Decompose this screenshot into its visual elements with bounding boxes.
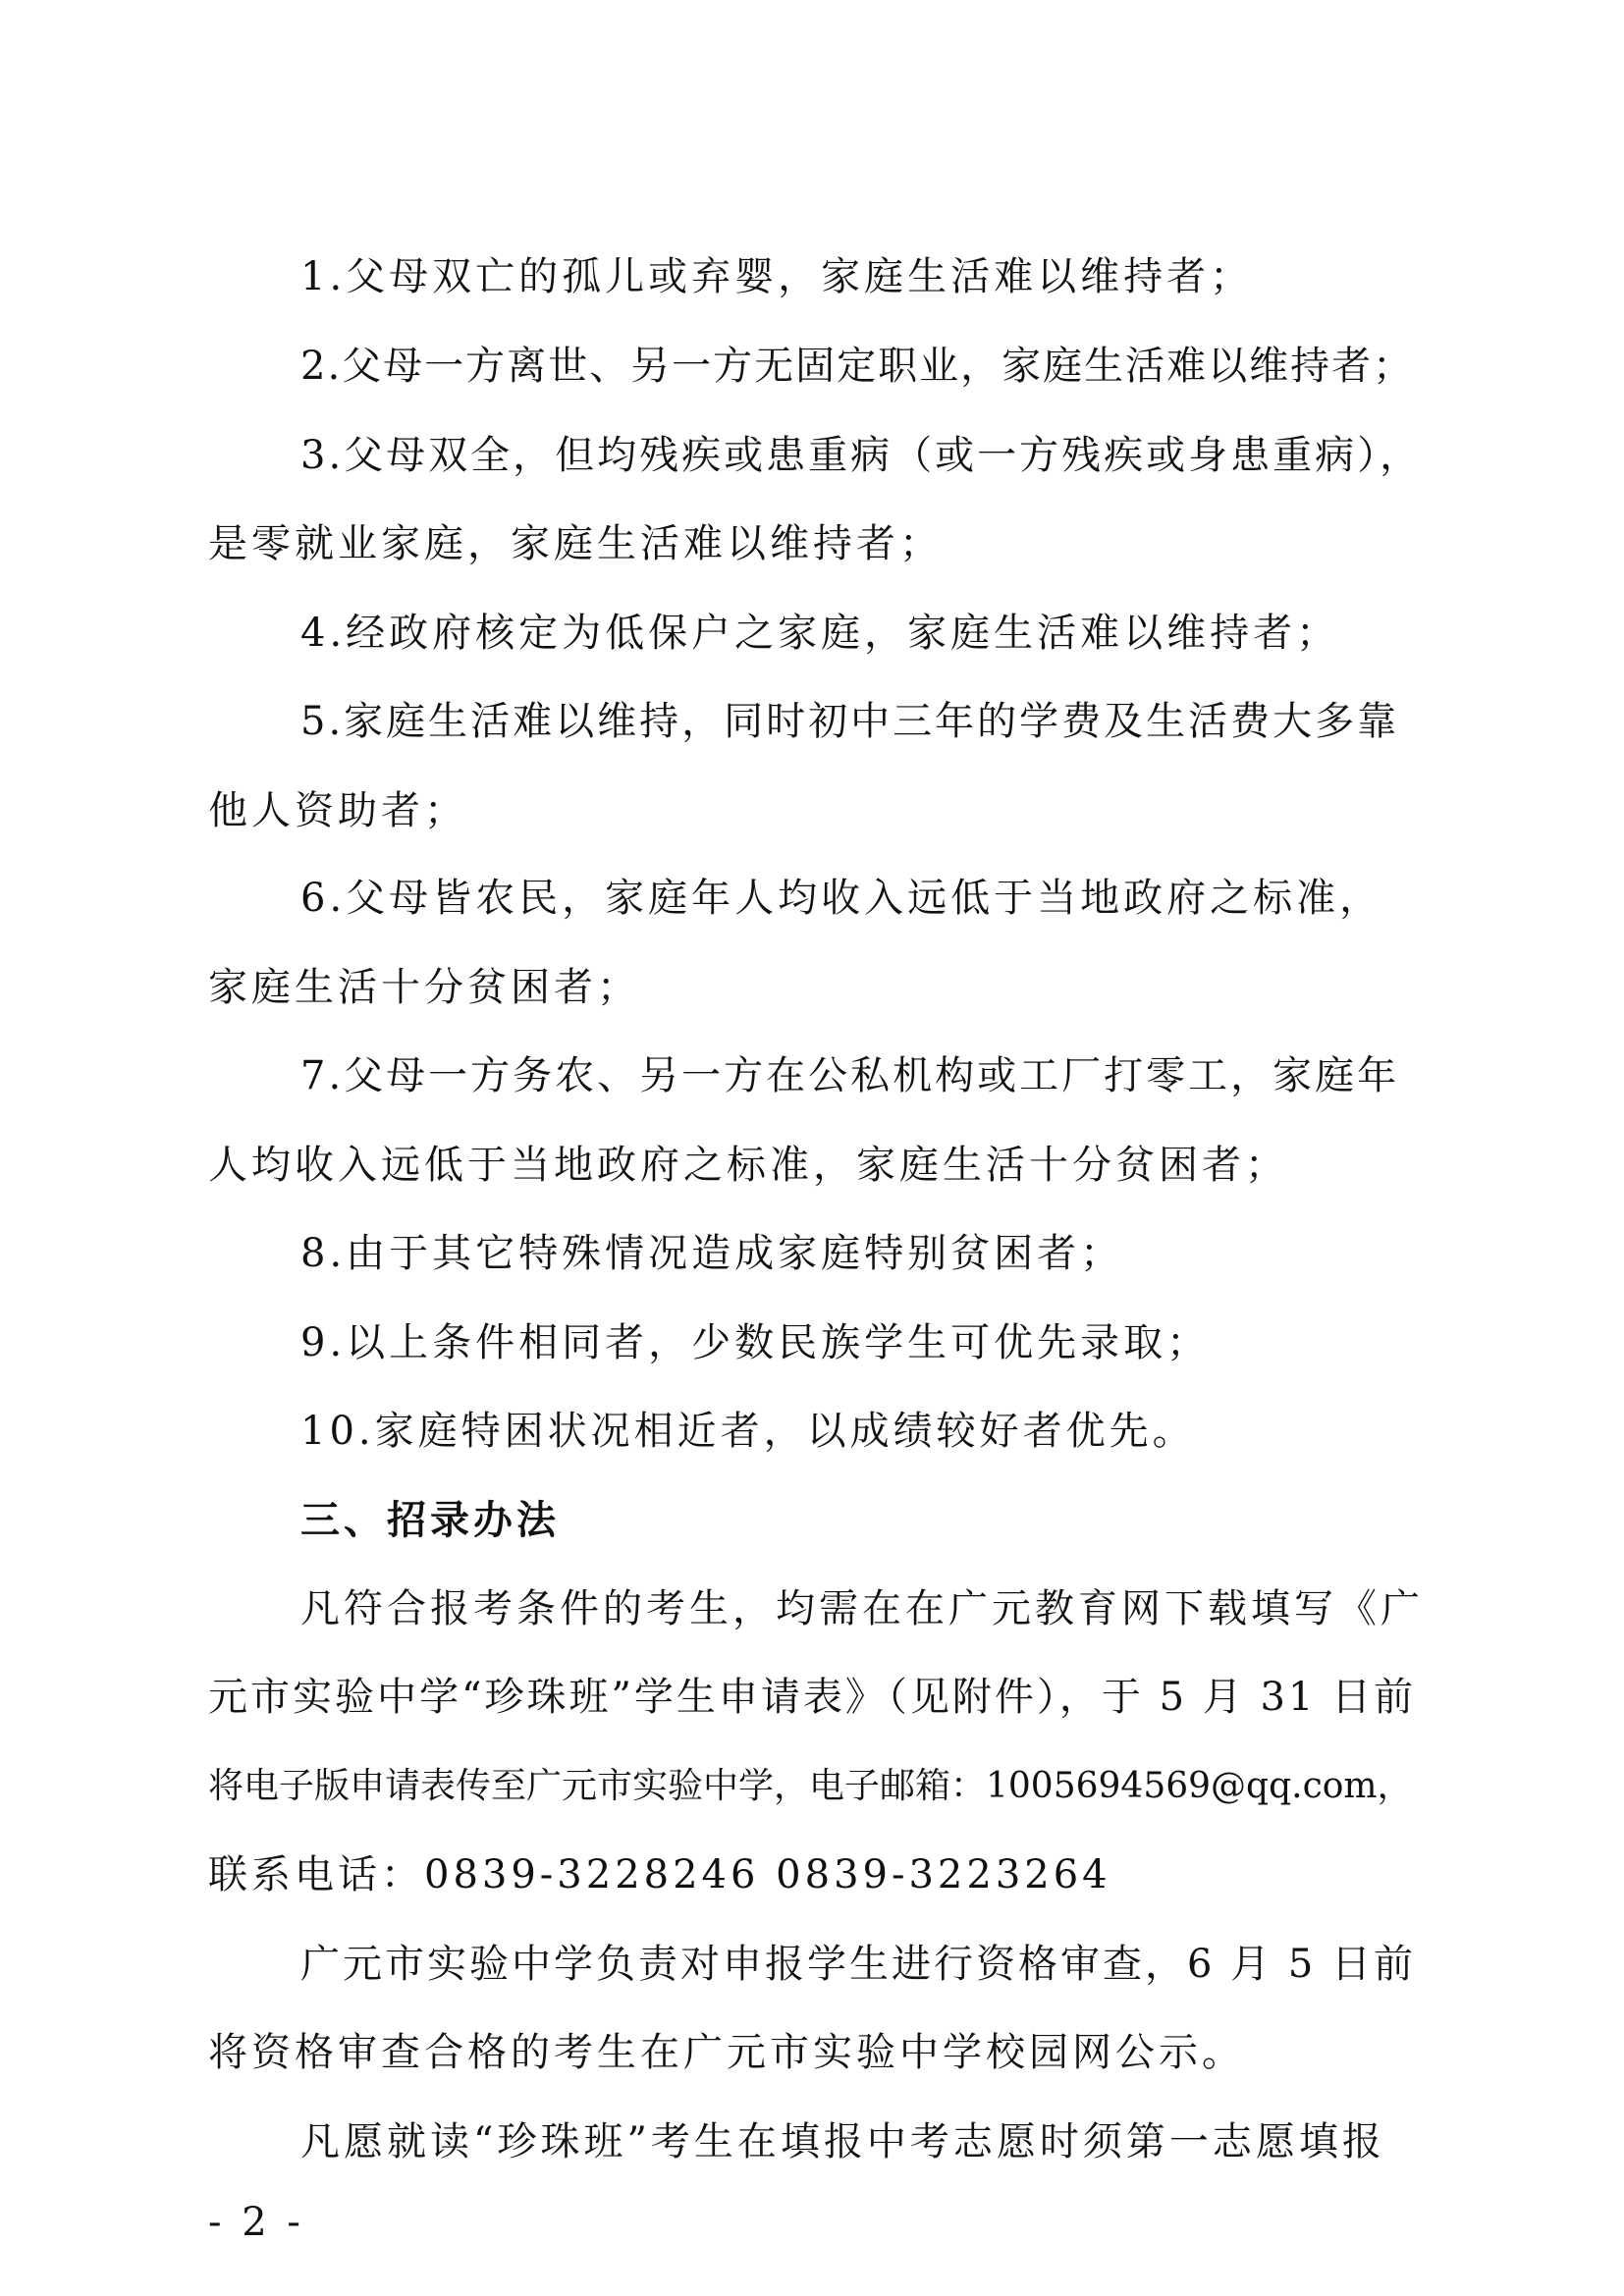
text-line-5: 4.经政府核定为低保户之家庭，家庭生活难以维持者； [300, 611, 1340, 656]
text-line-1: 1.父母双亡的孤儿或弃婴，家庭生活难以维持者； [300, 254, 1254, 299]
text-line-11: 人均收入远低于当地政府之标准，家庭生活十分贫困者； [208, 1143, 1288, 1188]
text-line-20: 广元市实验中学负责对申报学生进行资格审查，6 月 5 日前 [300, 1942, 1417, 1987]
text-line-18: 将电子版申请表传至广元市实验中学，电子邮箱：1005694569@qq.com， [208, 1766, 1413, 1806]
text-line-19: 联系电话：0839-3228246 0839-3223264 [208, 1852, 1111, 1897]
text-line-13: 9.以上条件相同者，少数民族学生可优先录取； [300, 1320, 1211, 1365]
text-line-22: 凡愿就读“珍珠班”考生在填报中考志愿时须第一志愿填报 [300, 2119, 1385, 2164]
text-line-17: 元市实验中学“珍珠班”学生申请表》（见附件），于 5 月 31 日前 [208, 1675, 1417, 1720]
text-line-6: 5.家庭生活难以维持，同时初中三年的学费及生活费大多靠 [300, 699, 1400, 744]
section-heading: 三、招录办法 [300, 1498, 560, 1543]
text-line-9: 家庭生活十分贫困者； [208, 965, 640, 1010]
text-line-7: 他人资助者； [208, 788, 467, 833]
text-line-4: 是零就业家庭，家庭生活难以维持者； [208, 521, 943, 566]
text-line-10: 7.父母一方务农、另一方在公私机构或工厂打零工，家庭年 [300, 1053, 1400, 1098]
text-line-2: 2.父母一方离世、另一方无固定职业，家庭生活难以维持者； [300, 344, 1415, 389]
page-number: - 2 - [208, 2200, 304, 2245]
text-line-14: 10.家庭特困状况相近者，以成绩较好者优先。 [300, 1409, 1196, 1454]
text-line-3: 3.父母双全，但均残疾或患重病（或一方残疾或身患重病）， [300, 433, 1423, 478]
text-line-21: 将资格审查合格的考生在广元市实验中学校园网公示。 [208, 2030, 1245, 2075]
text-line-12: 8.由于其它特殊情况造成家庭特别贫困者； [300, 1231, 1124, 1276]
text-line-16: 凡符合报考条件的考生，均需在在广元教育网下载填写《广 [300, 1586, 1424, 1631]
text-line-8: 6.父母皆农民，家庭年人均收入远低于当地政府之标准， [300, 876, 1383, 921]
